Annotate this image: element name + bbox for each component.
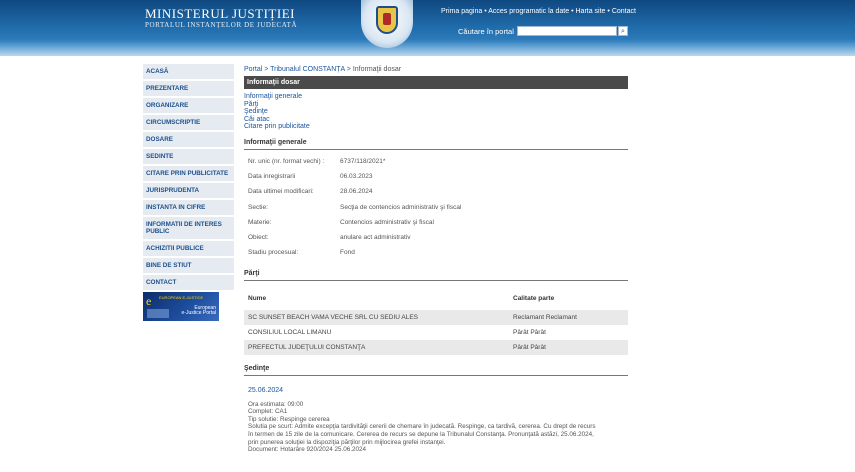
sedinta-line: Tip solutie: Respinge cererea bbox=[248, 415, 330, 423]
coat-of-arms-logo[interactable] bbox=[361, 0, 413, 48]
sedinta-details bbox=[244, 401, 628, 454]
party-role: Reclamant Reclamant bbox=[513, 313, 577, 321]
info-value: 28.06.2024 bbox=[340, 188, 373, 196]
info-value: Contencios administrativ şi fiscal bbox=[340, 218, 434, 226]
sidebar-item-informatii-interes-public[interactable]: INFORMATII DE INTERES PUBLIC bbox=[143, 217, 234, 239]
nav-api-link[interactable]: Acces programatic la date bbox=[488, 8, 570, 15]
banner-line2: e-Justice Portal bbox=[181, 310, 216, 316]
link-citare[interactable]: Citare prin publicitate bbox=[244, 123, 310, 130]
shield-icon bbox=[376, 6, 398, 34]
sedinta-line: în termen de 15 zile de la comunicare. Cererea de recurs se depune la Tribunalul Constanţa. Pronunţată astăzi, 25.06.2024, bbox=[248, 430, 594, 438]
nav-home-link[interactable]: Prima pagina bbox=[441, 8, 483, 15]
info-value: Secţia de contencios administrativ şi fiscal bbox=[340, 203, 462, 211]
party-name: PREFECTUL JUDEŢULUI CONSTANŢA bbox=[248, 343, 366, 351]
breadcrumb-sep: > bbox=[262, 66, 271, 73]
info-key: Materie: bbox=[248, 218, 272, 226]
info-key: Nr. unic (nr. format vechi) : bbox=[248, 157, 325, 165]
link-cai-atac[interactable]: Căi atac bbox=[244, 115, 270, 123]
site-header bbox=[0, 0, 855, 56]
link-sedinte[interactable]: Şedinţe bbox=[244, 108, 268, 115]
parti-table-header bbox=[244, 295, 628, 305]
sidebar-item-prezentare[interactable]: PREZENTARE bbox=[143, 81, 234, 96]
parti-table bbox=[244, 310, 628, 355]
search-input[interactable] bbox=[517, 26, 617, 36]
party-role: Pârât Pârât bbox=[513, 343, 546, 351]
banner-graphic bbox=[147, 309, 169, 318]
info-row bbox=[244, 199, 628, 214]
info-key: Data ultimei modificari: bbox=[248, 188, 314, 196]
site-subtitle[interactable]: PORTALUL INSTANȚELOR DE JUDECATĂ bbox=[145, 21, 298, 29]
info-row bbox=[244, 154, 628, 169]
breadcrumb bbox=[244, 66, 628, 73]
sidebar-item-citare[interactable]: CITARE PRIN PUBLICITATE bbox=[143, 166, 234, 181]
breadcrumb-court[interactable]: Tribunalul CONSTANȚA bbox=[270, 66, 345, 73]
breadcrumb-current: Informaţii dosar bbox=[352, 66, 402, 73]
info-row bbox=[244, 215, 628, 230]
e-justice-banner[interactable] bbox=[143, 292, 219, 321]
link-parti[interactable]: Părţi bbox=[244, 100, 259, 108]
info-row bbox=[244, 169, 628, 184]
sedinta-line: Document: Hotarâre 920/2024 25.06.2024 bbox=[248, 446, 366, 454]
nav-sitemap-link[interactable]: Harta site bbox=[575, 8, 606, 15]
sidebar-item-instanta-in-cifre[interactable]: INSTANTA IN CIFRE bbox=[143, 200, 234, 215]
sidebar-item-contact[interactable]: CONTACT bbox=[143, 275, 234, 290]
banner-line1: European bbox=[194, 305, 216, 311]
party-name: CONSILIUL LOCAL LIMANU bbox=[248, 328, 332, 336]
table-row bbox=[244, 340, 628, 355]
breadcrumb-sep: > bbox=[344, 66, 353, 73]
site-title[interactable]: MINISTERUL JUSTIȚIEI bbox=[145, 6, 295, 21]
sidebar-item-achizitii[interactable]: ACHIZITII PUBLICE bbox=[143, 241, 234, 256]
search-icon[interactable]: ⌕ bbox=[618, 26, 628, 36]
top-nav bbox=[441, 8, 636, 15]
party-role: Pârât Pârât bbox=[513, 328, 546, 336]
nav-separator: • bbox=[482, 8, 489, 15]
info-value: Fond bbox=[340, 249, 355, 257]
sedinte-title: Şedinţe bbox=[244, 365, 628, 376]
sedinta-line: prin punerea soluţiei la dispoziţia părţilor prin mijlocirea grefei instanţei. bbox=[248, 438, 446, 446]
sedinta-line: Complet: CA1 bbox=[248, 408, 288, 416]
info-key: Data inregistrarii bbox=[248, 172, 296, 180]
info-value: 6737/118/2021* bbox=[340, 157, 386, 165]
search-label: Căutare în portal bbox=[458, 27, 514, 36]
col-nume: Nume bbox=[248, 294, 267, 302]
sedinta-date: 25.06.2024 bbox=[248, 386, 284, 394]
banner-top-text: EUROPEAN E-JUSTICE bbox=[159, 295, 204, 300]
nav-separator: • bbox=[569, 8, 576, 15]
info-key: Obiect: bbox=[248, 234, 269, 242]
info-value: anulare act administrativ bbox=[340, 234, 411, 242]
sidebar-item-organizare[interactable]: ORGANIZARE bbox=[143, 98, 234, 113]
table-row bbox=[244, 310, 628, 325]
sedinta-line: Ora estimata: 09:00 bbox=[248, 400, 304, 408]
link-informatii-generale[interactable]: Informaţii generale bbox=[244, 93, 302, 100]
party-name: SC SUNSET BEACH VAMA VECHE SRL CU SEDIU ALES bbox=[248, 313, 419, 321]
info-key: Stadiu procesual: bbox=[248, 249, 299, 257]
banner-text bbox=[182, 306, 216, 316]
general-info-table bbox=[244, 154, 628, 261]
sidebar-nav bbox=[143, 64, 234, 321]
main-content bbox=[244, 64, 628, 454]
sidebar-item-dosare[interactable]: DOSARE bbox=[143, 132, 234, 147]
sidebar-item-acasa[interactable]: ACASĂ bbox=[143, 64, 234, 79]
e-justice-logo-icon: e bbox=[146, 294, 152, 308]
table-row bbox=[244, 325, 628, 340]
general-info-title: Informaţii generale bbox=[244, 139, 628, 150]
info-value: 06.03.2023 bbox=[340, 172, 373, 180]
page-title: Informaţii dosar bbox=[244, 76, 628, 89]
sidebar-item-jurisprudenta[interactable]: JURISPRUDENTA bbox=[143, 183, 234, 198]
sidebar-item-circumscriptie[interactable]: CIRCUMSCRIPTIE bbox=[143, 115, 234, 130]
info-row bbox=[244, 245, 628, 260]
parti-title: Părţi bbox=[244, 270, 628, 281]
header-band bbox=[0, 42, 855, 56]
col-calitate: Calitate parte bbox=[513, 294, 555, 302]
nav-contact-link[interactable]: Contact bbox=[611, 8, 636, 15]
info-key: Sectie: bbox=[248, 203, 268, 211]
sidebar-item-sedinte[interactable]: SEDINTE bbox=[143, 149, 234, 164]
section-links bbox=[244, 93, 628, 131]
info-row bbox=[244, 230, 628, 245]
sedinta-line: Solutia pe scurt: Admite excepţia tardivităţii cererii de chemare în judecată. Respinge, ca tardivă, cererea. Cu drept de recurs bbox=[248, 423, 596, 431]
info-row bbox=[244, 184, 628, 199]
sidebar-item-bine-de-stiut[interactable]: BINE DE STIUT bbox=[143, 258, 234, 273]
breadcrumb-portal[interactable]: Portal bbox=[244, 66, 263, 73]
nav-separator: • bbox=[605, 8, 612, 15]
